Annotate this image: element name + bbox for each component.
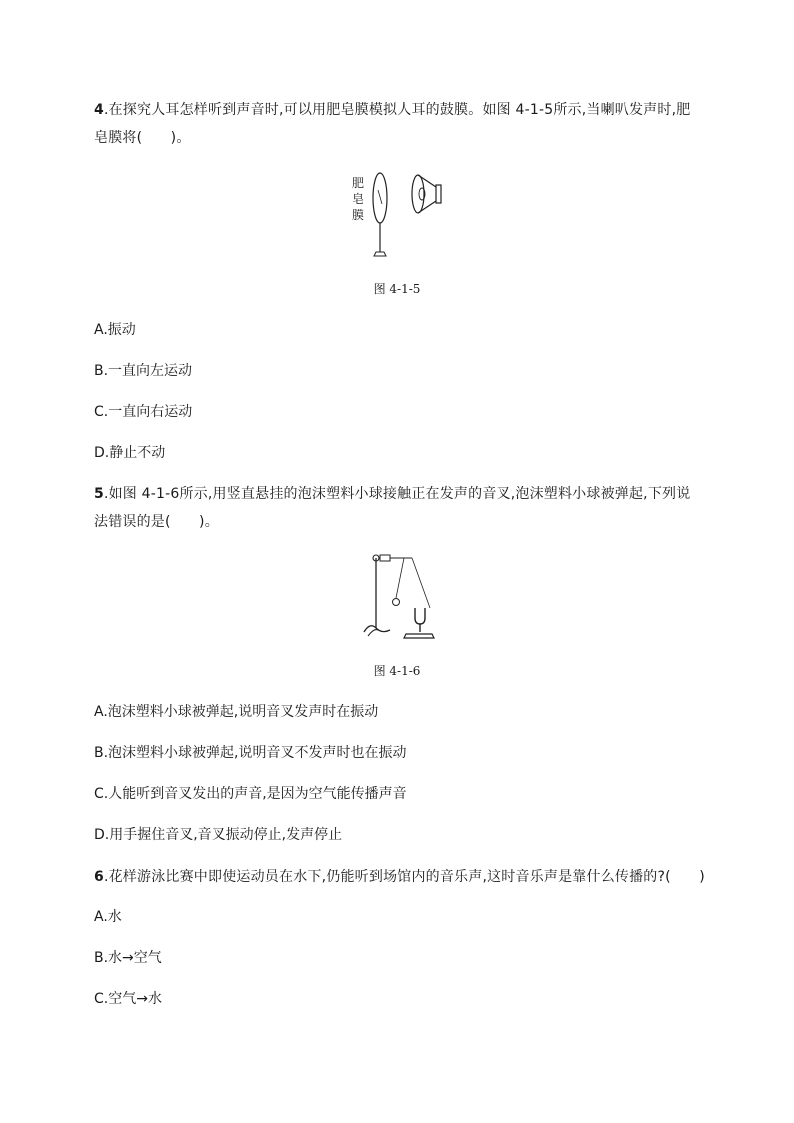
soap-film-speaker-drawing [352,170,444,260]
question-number: 6 [94,869,104,885]
figure-caption: 图 4-1-5 [373,282,421,296]
question-number: 5 [94,486,104,502]
option-c: C.人能听到音叉发出的声音,是因为空气能传播声音 [94,786,407,802]
option-b: B.一直向左运动 [94,363,193,379]
option-a: A.泡沫塑料小球被弹起,说明音叉发声时在振动 [94,704,379,720]
option-d: D.用手握住音叉,音叉振动停止,发声停止 [94,827,343,843]
question-6 [94,863,714,891]
figure-soap-film-speaker [352,170,444,260]
question-text: .如图 4-1-6所示,用竖直悬挂的泡沫塑料小球接触正在发声的音叉,泡沫塑料小球被弹起,下列说法错误的是( )。 [94,486,691,530]
figure-label-soap: 肥 [352,176,365,190]
option-c: C.一直向右运动 [94,404,193,420]
question-number: 4 [94,102,104,118]
question-text: .在探究人耳怎样听到声音时,可以用肥皂膜模拟人耳的鼓膜。如图 4-1-5所示,当喇叭发声时,肥皂膜将( )。 [94,102,691,146]
option-a: A.振动 [94,322,136,338]
figure-label-membrane: 膜 [352,208,365,222]
figure-label-film: 皂 [352,192,365,206]
option-d: D.静止不动 [94,445,166,461]
option-b: B.水→空气 [94,950,162,966]
figure-caption: 图 4-1-6 [373,664,421,678]
question-4 [94,96,704,152]
question-text: .花样游泳比赛中即使运动员在水下,仍能听到场馆内的音乐声,这时音乐声是靠什么传播的?( ) [103,869,705,885]
question-5 [94,480,704,536]
option-b: B.泡沫塑料小球被弹起,说明音叉不发声时也在振动 [94,745,407,761]
figure-tuning-fork-ball [360,548,440,640]
option-a: A.水 [94,909,122,925]
option-c: C.空气→水 [94,991,162,1007]
tuning-fork-ball-drawing [360,548,440,640]
